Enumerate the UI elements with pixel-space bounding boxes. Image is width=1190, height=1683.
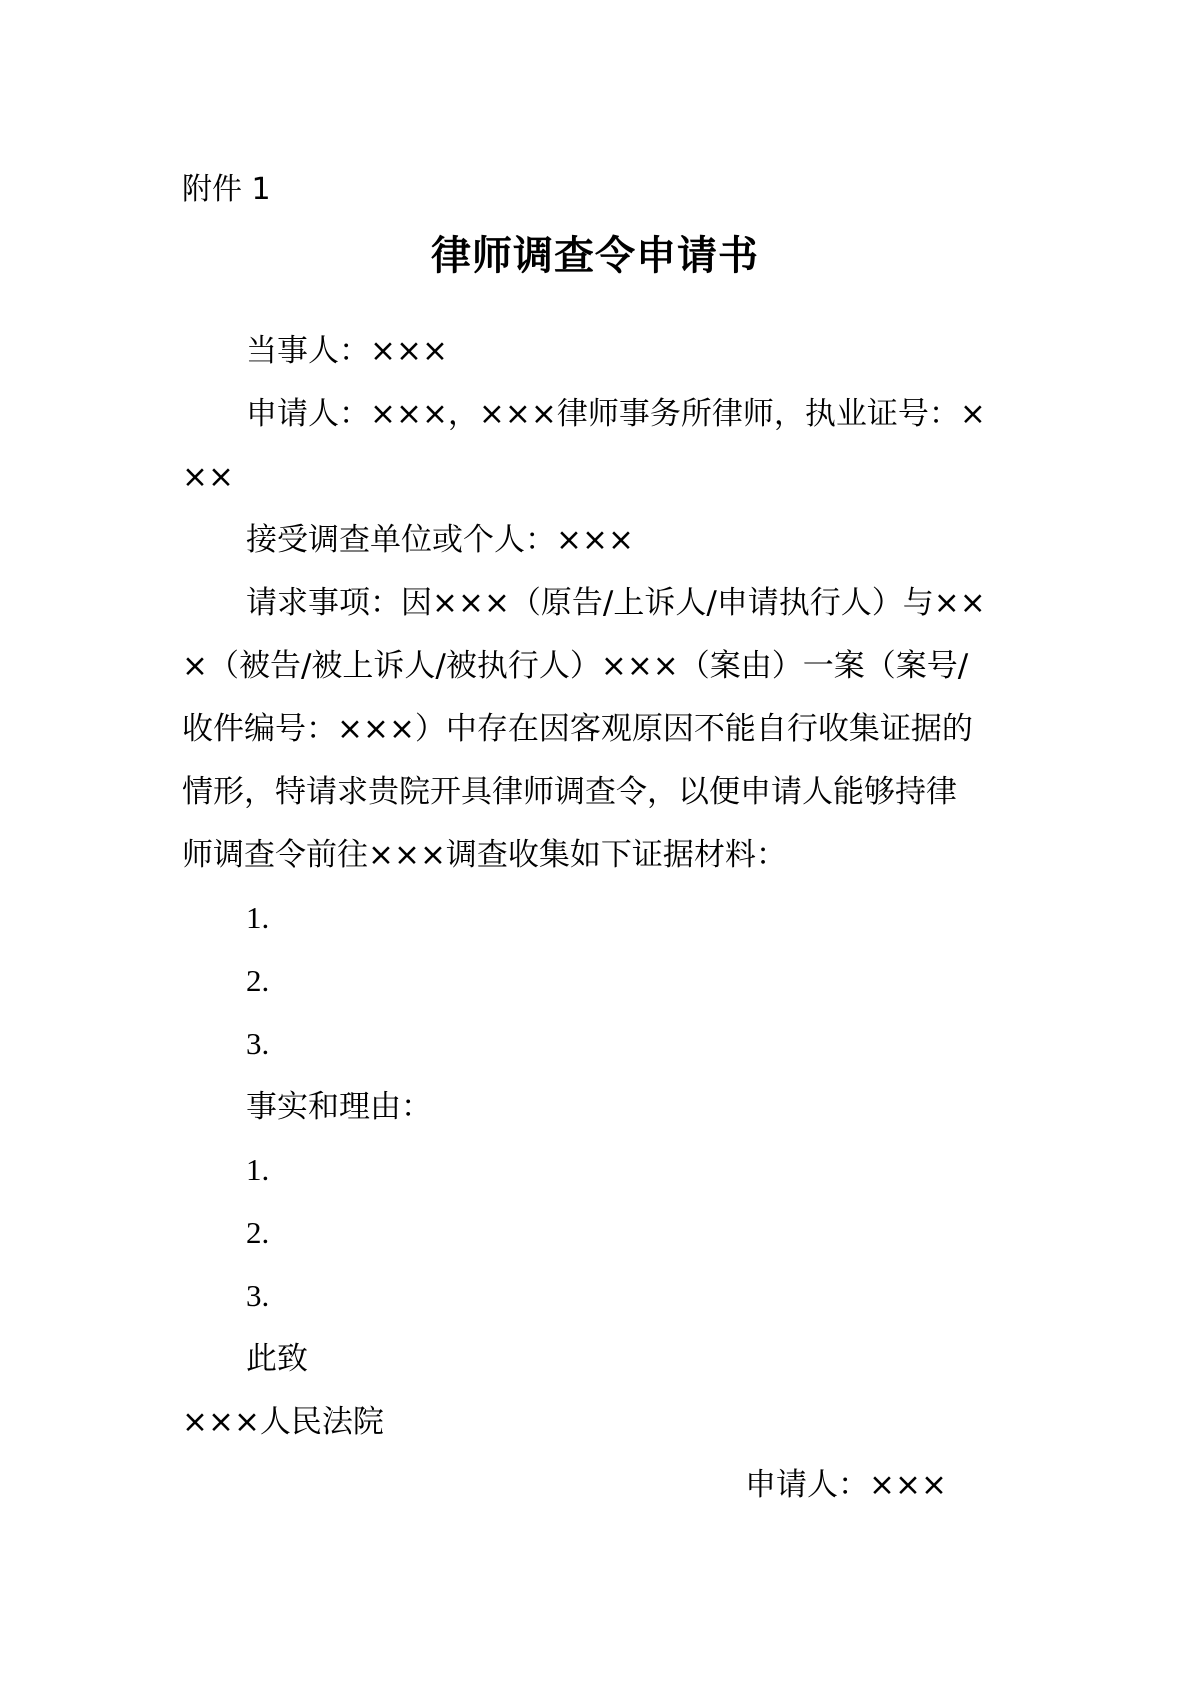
court-name: ×××人民法院 <box>182 1404 384 1440</box>
facts-heading: 事实和理由： <box>246 1089 432 1125</box>
evidence-item-2: 2. <box>246 963 270 998</box>
facts-item-2: 2. <box>246 1215 270 1250</box>
closing-phrase: 此致 <box>246 1341 308 1377</box>
signature-line: 申请人：××× <box>745 1467 947 1503</box>
evidence-item-3: 3. <box>246 1026 270 1061</box>
party-line: 当事人：××× <box>246 333 448 369</box>
request-line-4: 情形，特请求贵院开具律师调查令，以便申请人能够持律 <box>182 774 957 810</box>
request-line-5: 师调查令前往×××调查收集如下证据材料： <box>182 837 787 873</box>
applicant-line-1: 申请人：×××，×××律师事务所律师，执业证号：× <box>246 396 986 432</box>
attachment-label: 附件 1 <box>182 172 271 207</box>
facts-item-3: 3. <box>246 1278 270 1313</box>
applicant-line-2: ×× <box>182 459 234 495</box>
request-line-2: ×（被告/被上诉人/被执行人）×××（案由）一案（案号/ <box>182 648 969 684</box>
investigated-party-line: 接受调查单位或个人：××× <box>246 522 634 558</box>
evidence-item-1: 1. <box>246 900 270 935</box>
request-line-1: 请求事项：因×××（原告/上诉人/申请执行人）与×× <box>246 585 986 621</box>
document-title: 律师调查令申请书 <box>431 232 759 279</box>
facts-item-1: 1. <box>246 1152 270 1187</box>
request-line-3: 收件编号：×××）中存在因客观原因不能自行收集证据的 <box>182 711 973 747</box>
